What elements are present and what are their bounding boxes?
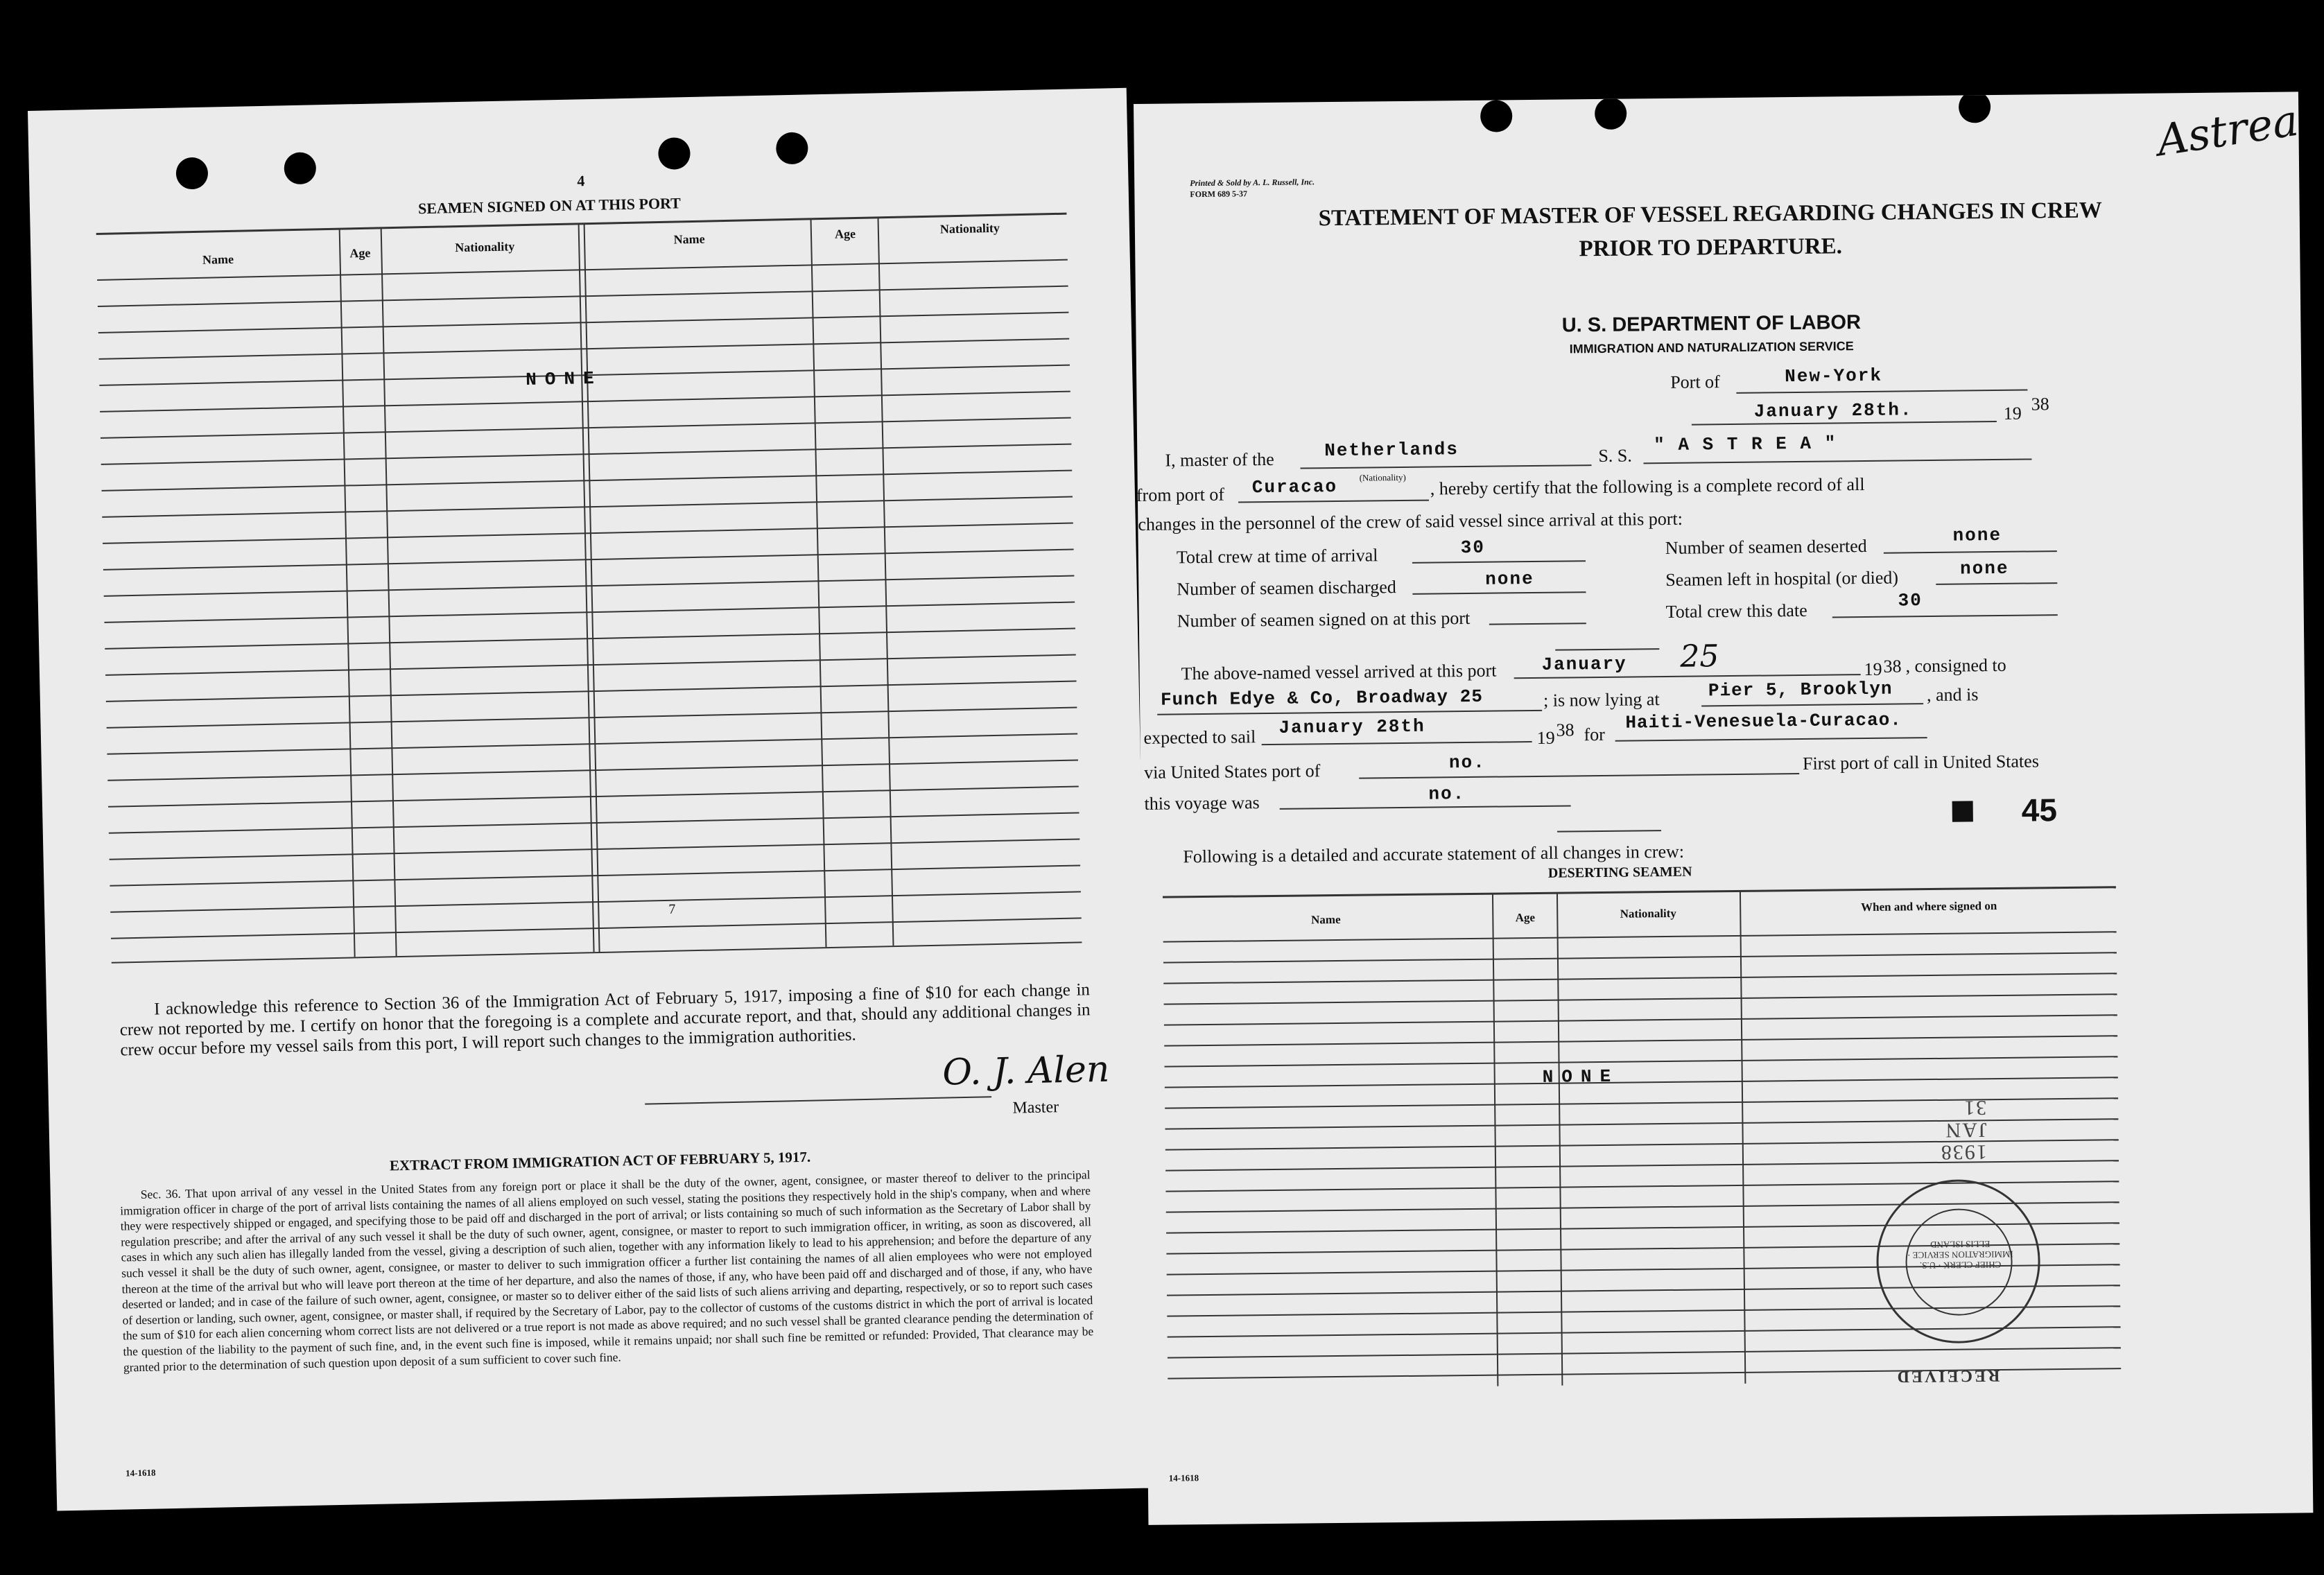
signed-on-label: Number of seamen signed on at this port xyxy=(1177,607,1471,632)
punch-hole xyxy=(1595,98,1627,130)
department-heading: U. S. DEPARTMENT OF LABOR xyxy=(1561,311,1862,337)
col-header-name: Name xyxy=(1310,912,1341,927)
right-page xyxy=(1134,92,2313,1524)
sail-value: January 28th xyxy=(1278,715,1425,738)
via-label: via United States port of xyxy=(1143,760,1321,783)
via-value: no. xyxy=(1448,751,1486,774)
row-line xyxy=(1163,973,2117,984)
col-header-age: Age xyxy=(834,227,856,241)
punch-hole xyxy=(1480,100,1512,132)
port-underline xyxy=(1736,390,2027,394)
punch-hole xyxy=(284,152,316,184)
col-header-age: Age xyxy=(1515,911,1536,925)
field-underline xyxy=(1936,582,2057,585)
separator-rule xyxy=(1557,830,1661,833)
row-line xyxy=(1163,952,2117,963)
sail-label: expected to sail xyxy=(1143,726,1256,748)
port-label: Port of xyxy=(1670,372,1720,392)
deserting-title: DESERTING SEAMEN xyxy=(1547,864,1692,881)
service-heading: IMMIGRATION AND NATURALIZATION SERVICE xyxy=(1569,339,1854,356)
form-code: 14-1618 xyxy=(1168,1472,1199,1483)
consignee: Funch Edye & Co, Broadway 25 xyxy=(1160,686,1484,711)
punch-hole xyxy=(1959,92,1991,123)
destination: Haiti-Venesuela-Curacao. xyxy=(1625,709,1902,733)
and-is-text: , and is xyxy=(1926,684,1979,706)
consigned-text: , consigned to xyxy=(1905,654,2006,677)
column-divider xyxy=(578,224,600,952)
date-value: January 28th. xyxy=(1753,399,1913,422)
col-header-name: Name xyxy=(202,252,234,267)
field-underline xyxy=(1412,560,1586,564)
consignee-underline xyxy=(1157,710,1542,715)
lying-value: Pier 5, Brooklyn xyxy=(1708,678,1893,702)
col-header-nationality: Nationality xyxy=(455,239,515,255)
deserted-label: Number of seamen deserted xyxy=(1665,535,1867,559)
separator-rule xyxy=(1555,648,1659,651)
port-value: New-York xyxy=(1785,365,1883,388)
form-number: FORM 689 5-37 xyxy=(1190,189,1248,200)
signature-label: Master xyxy=(1012,1098,1059,1117)
row-line xyxy=(1165,1056,2118,1067)
arrived-label: The above-named vessel arrived at this port xyxy=(1181,660,1497,684)
from-port-underline xyxy=(1238,500,1429,503)
field-underline xyxy=(1832,614,2058,618)
discharged-value: none xyxy=(1485,568,1534,590)
discharged-label: Number of seamen discharged xyxy=(1177,577,1396,600)
stamp-number: 45 xyxy=(2021,792,2058,828)
ss-label: S. S. xyxy=(1598,445,1632,467)
total-crew-arrival-label: Total crew at time of arrival xyxy=(1176,545,1378,568)
none-entry: NONE xyxy=(1542,1065,1620,1088)
lying-underline xyxy=(1701,703,1923,706)
none-entry: NONE xyxy=(525,367,602,391)
column-divider xyxy=(381,228,397,956)
year-suffix: 38 xyxy=(1883,656,1902,677)
row-line xyxy=(1164,1014,2117,1025)
col-header-nationality: Nationality xyxy=(939,220,1000,236)
column-divider xyxy=(878,218,894,946)
field-underline xyxy=(1489,623,1586,625)
date-underline xyxy=(1692,421,1997,426)
nationality-caption: (Nationality) xyxy=(1359,471,1406,483)
following-text: Following is a detailed and accurate statement of all changes in crew: xyxy=(1183,841,1685,867)
master-signature: O. J. Alen xyxy=(942,1048,1110,1094)
punch-hole xyxy=(658,137,691,170)
voyage-underline xyxy=(1280,805,1571,809)
lying-label: ; is now lying at xyxy=(1543,689,1660,711)
deserted-value: none xyxy=(1952,524,2002,546)
changes-text: changes in the personnel of the crew of said vessel since arrival at this port: xyxy=(1138,508,1683,534)
extract-title: EXTRACT FROM IMMIGRATION ACT OF FEBRUARY 5, 1917. xyxy=(389,1148,811,1174)
form-title: PRIOR TO DEPARTURE. xyxy=(1579,234,1843,262)
form-code: 14-1618 xyxy=(125,1467,156,1479)
received-stamp-date: 1938 JAN 31 xyxy=(1939,1096,1988,1164)
col-header-age: Age xyxy=(349,245,371,261)
stray-mark: 7 xyxy=(668,901,676,917)
nationality-value: Netherlands xyxy=(1324,439,1459,462)
total-crew-date-label: Total crew this date xyxy=(1665,600,1807,623)
hospital-label: Seamen left in hospital (or died) xyxy=(1665,567,1899,591)
page-title: SEAMEN SIGNED ON AT THIS PORT xyxy=(417,194,682,218)
extract-text: Sec. 36. That upon arrival of any vessel in the United States from any foreign port or place it shall be the duty of the owner, agent, consignee, or master thereof to deliver to the principal immigration officer in charge of the port of arrival lists containing the names of all aliens employed on such vessel, stating the positions they respectively hold in the ship's company, when and where they were respectively shipped or engaged, and specifying those to be paid off and discharged in the port of arrival; or lists containing so much of such information as the Secretary of Labor shall by regulation prescribe; and after the arrival of any such vessel it shall be the duty of such owner, agent, consignee, or master to report to such immigration officer, in writing, as soon as discovered, all cases in which any such alien has illegally landed from the vessel, giving a description of such alien, together with any information likely to lead to his apprehension; and before the departure of any such vessel it shall be the duty of such owner, agent, consignee, or master to deliver to such immigration officer a further list containing the names of all alien employees who were not employed thereon at the time of the arrival but who will leave port thereon at the time of her departure, and also the names of those, if any, who have been paid off and discharged and of those, if any, who have deserted or landed; and in case of the failure of such owner, agent, consignee, or master so to deliver either of the said lists of such aliens arriving and departing, respectively, or so to report such cases of desertion or landing, such owner, agent, consignee, or master shall, if required by the Secretary of Labor, pay to the collector of customs of the customs district in which the port of arrival is located the sum of $10 for each alien concerning whom correct lists are not delivered or a true report is not made as above required; and no such vessel shall be granted clearance pending the determination of the question of the liability to the payment of such fine, and, in the event such fine is imposed, while it remains unpaid; nor shall such fine be remitted or refunded: Provided, That clearance may be granted prior to the determination of such question upon deposit of a sum sufficient to cover such fine. xyxy=(120,1167,1094,1375)
handwritten-ship-name: Astrea xyxy=(2153,94,2302,166)
form-title: STATEMENT OF MASTER OF VESSEL REGARDING CHANGES IN CREW xyxy=(1318,198,2102,232)
voyage-label: this voyage was xyxy=(1144,792,1260,814)
total-crew-date-value: 30 xyxy=(1898,590,1923,611)
row-line xyxy=(1163,931,2117,942)
column-divider xyxy=(810,219,827,947)
first-port-label: First port of call in United States xyxy=(1802,751,2039,774)
from-port-label: from port of xyxy=(1136,484,1225,505)
arrived-day: 25 xyxy=(1680,638,1719,675)
ship-name: " A S T R E A " xyxy=(1654,433,1837,456)
col-header-when-where: When and where signed on xyxy=(1860,899,1997,914)
total-crew-arrival-value: 30 xyxy=(1460,537,1486,559)
from-port-value: Curacao xyxy=(1251,476,1338,498)
hospital-value: none xyxy=(1959,557,2009,580)
printer-credit: Printed & Sold by A. L. Russell, Inc. xyxy=(1190,177,1315,189)
arrived-value: January xyxy=(1541,653,1627,675)
col-header-nationality: Nationality xyxy=(1620,906,1676,921)
master-label: I, master of the xyxy=(1165,449,1274,471)
row-line xyxy=(1164,993,2117,1004)
year-prefix: 19 xyxy=(2003,403,2022,424)
year-suffix: 38 xyxy=(2031,394,2049,415)
year-prefix: 19 xyxy=(1864,659,1882,680)
left-page xyxy=(28,88,1156,1511)
via-underline xyxy=(1359,773,1799,779)
sail-underline xyxy=(1262,741,1532,745)
certify-text: , hereby certify that the following is a complete record of all xyxy=(1430,473,1865,499)
signature-line xyxy=(645,1096,991,1104)
field-underline xyxy=(1412,591,1586,595)
received-stamp-label: RECEIVED xyxy=(1895,1366,2000,1386)
col-header-name: Name xyxy=(673,232,705,247)
page-number: 4 xyxy=(577,172,585,190)
nationality-underline xyxy=(1301,464,1592,469)
year-prefix: 19 xyxy=(1536,727,1555,748)
voyage-value: no. xyxy=(1428,783,1466,805)
punch-hole xyxy=(776,132,808,164)
punch-hole xyxy=(175,157,208,190)
column-divider xyxy=(339,229,356,957)
stamp-smudge xyxy=(1952,801,1973,821)
year-suffix: 38 xyxy=(1556,720,1575,740)
stamp-ring-text: CHIEF CLERK · U.S. IMMIGRATION SERVICE · ELLIS ISLAND xyxy=(1907,1239,2013,1271)
acknowledgement-text: I acknowledge this reference to Section 36 of the Immigration Act of February 5, 1917, imposing a fine of $10 for each change in crew not reported by me. I certify on honor that the foregoing is a complete and accurate report, and that, should any additional changes in crew occur before my vessel sails from this port, I will report such changes to the immigration authorities. xyxy=(119,980,1091,1060)
field-underline xyxy=(1884,550,2057,554)
ship-underline xyxy=(1643,458,2031,464)
table-top-rule xyxy=(1163,886,2116,898)
received-stamp xyxy=(1830,1086,2063,1393)
row-line xyxy=(1164,1035,2117,1046)
for-label: for xyxy=(1584,724,1606,745)
destination-underline xyxy=(1615,737,1927,742)
